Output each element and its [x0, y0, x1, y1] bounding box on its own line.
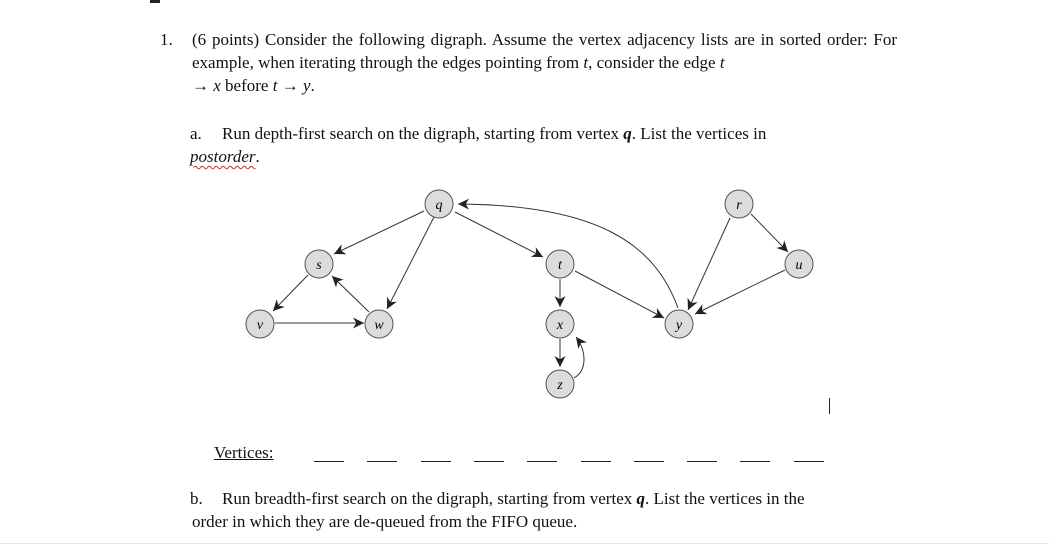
- question-number: 1.: [160, 30, 173, 49]
- question-intro: Consider the following digraph. Assume the vertex adjacency lists are in sorted order: For example, when iterating through the edges pointing from: [192, 30, 898, 72]
- vertex-t: [546, 250, 574, 278]
- vertex-label: r: [736, 198, 742, 213]
- vertex-y: [665, 310, 693, 338]
- vertex-w: [365, 310, 393, 338]
- text-cursor: [829, 398, 830, 414]
- vertex-label: v: [256, 318, 264, 333]
- vertex-r: [725, 190, 753, 218]
- part-b-text1: Run breadth-first search on the digraph, starting from vertex: [222, 489, 637, 508]
- arrow-glyph: →: [192, 76, 209, 95]
- part-a-text2: . List the vertices in: [631, 124, 767, 143]
- vertex-label: w: [374, 318, 384, 333]
- edge-s-v: [273, 275, 308, 311]
- answer-blank[interactable]: [314, 461, 344, 462]
- edge-q-t: [455, 212, 543, 257]
- part-b-text: [222, 487, 894, 510]
- var-t: t: [719, 53, 725, 72]
- page-bottom-rule: [0, 543, 1049, 544]
- edge-r-u: [751, 214, 788, 252]
- vertex-label: x: [556, 318, 564, 333]
- vertex-x: [546, 310, 574, 338]
- edge-u-y: [695, 270, 785, 314]
- vertex-s: [305, 250, 333, 278]
- edge-w-s: [332, 276, 369, 312]
- vertex-v: [246, 310, 274, 338]
- vertex-u: [785, 250, 813, 278]
- answer-blank[interactable]: [794, 461, 824, 462]
- part-a-end: .: [255, 147, 260, 166]
- part-b-line2: order in which they are de-queued from the FIFO queue.: [192, 512, 578, 531]
- answer-blank[interactable]: [474, 461, 504, 462]
- part-a-label: a.: [190, 124, 202, 143]
- edge-r-y: [688, 218, 730, 310]
- var-t: t: [583, 53, 589, 72]
- vertex-label: z: [557, 378, 563, 393]
- vertex-label: u: [795, 258, 803, 273]
- vertex-q: [425, 190, 453, 218]
- vertex-label: t: [558, 258, 562, 273]
- vertex-z: [546, 370, 574, 398]
- question-mid: , consider the edge: [588, 53, 720, 72]
- var-t: t: [272, 76, 278, 95]
- answer-blank[interactable]: [634, 461, 664, 462]
- edge-z-x: [574, 337, 584, 378]
- vertex-label: s: [316, 258, 322, 273]
- vertices-label: Vertices:: [214, 443, 274, 462]
- var-y: y: [302, 76, 311, 95]
- question-points: (6 points): [192, 30, 260, 49]
- vertex-label: y: [675, 318, 683, 333]
- arrow-glyph: →: [281, 76, 299, 95]
- word-before: before: [220, 76, 273, 95]
- part-b-label: b.: [190, 489, 203, 508]
- edge-t-y: [575, 271, 664, 318]
- answer-blank[interactable]: [740, 461, 770, 462]
- edge-q-s: [334, 211, 424, 254]
- edges: [273, 204, 788, 378]
- edge-q-w: [387, 217, 434, 309]
- vertices: [246, 190, 813, 398]
- part-b-text2: . List the vertices in the: [644, 489, 805, 508]
- question-end: .: [310, 76, 315, 95]
- postorder-word: postorder: [190, 147, 256, 166]
- answer-blank[interactable]: [421, 461, 451, 462]
- answer-blank[interactable]: [527, 461, 557, 462]
- part-a-start-vertex: q: [623, 124, 632, 143]
- part-a-text1: Run depth-first search on the digraph, starting from vertex: [222, 124, 624, 143]
- answer-blank[interactable]: [581, 461, 611, 462]
- var-x: x: [213, 76, 221, 95]
- answer-blank[interactable]: [367, 461, 397, 462]
- answer-blank[interactable]: [687, 461, 717, 462]
- vertex-label: q: [435, 198, 443, 213]
- part-b-start-vertex: q: [636, 489, 645, 508]
